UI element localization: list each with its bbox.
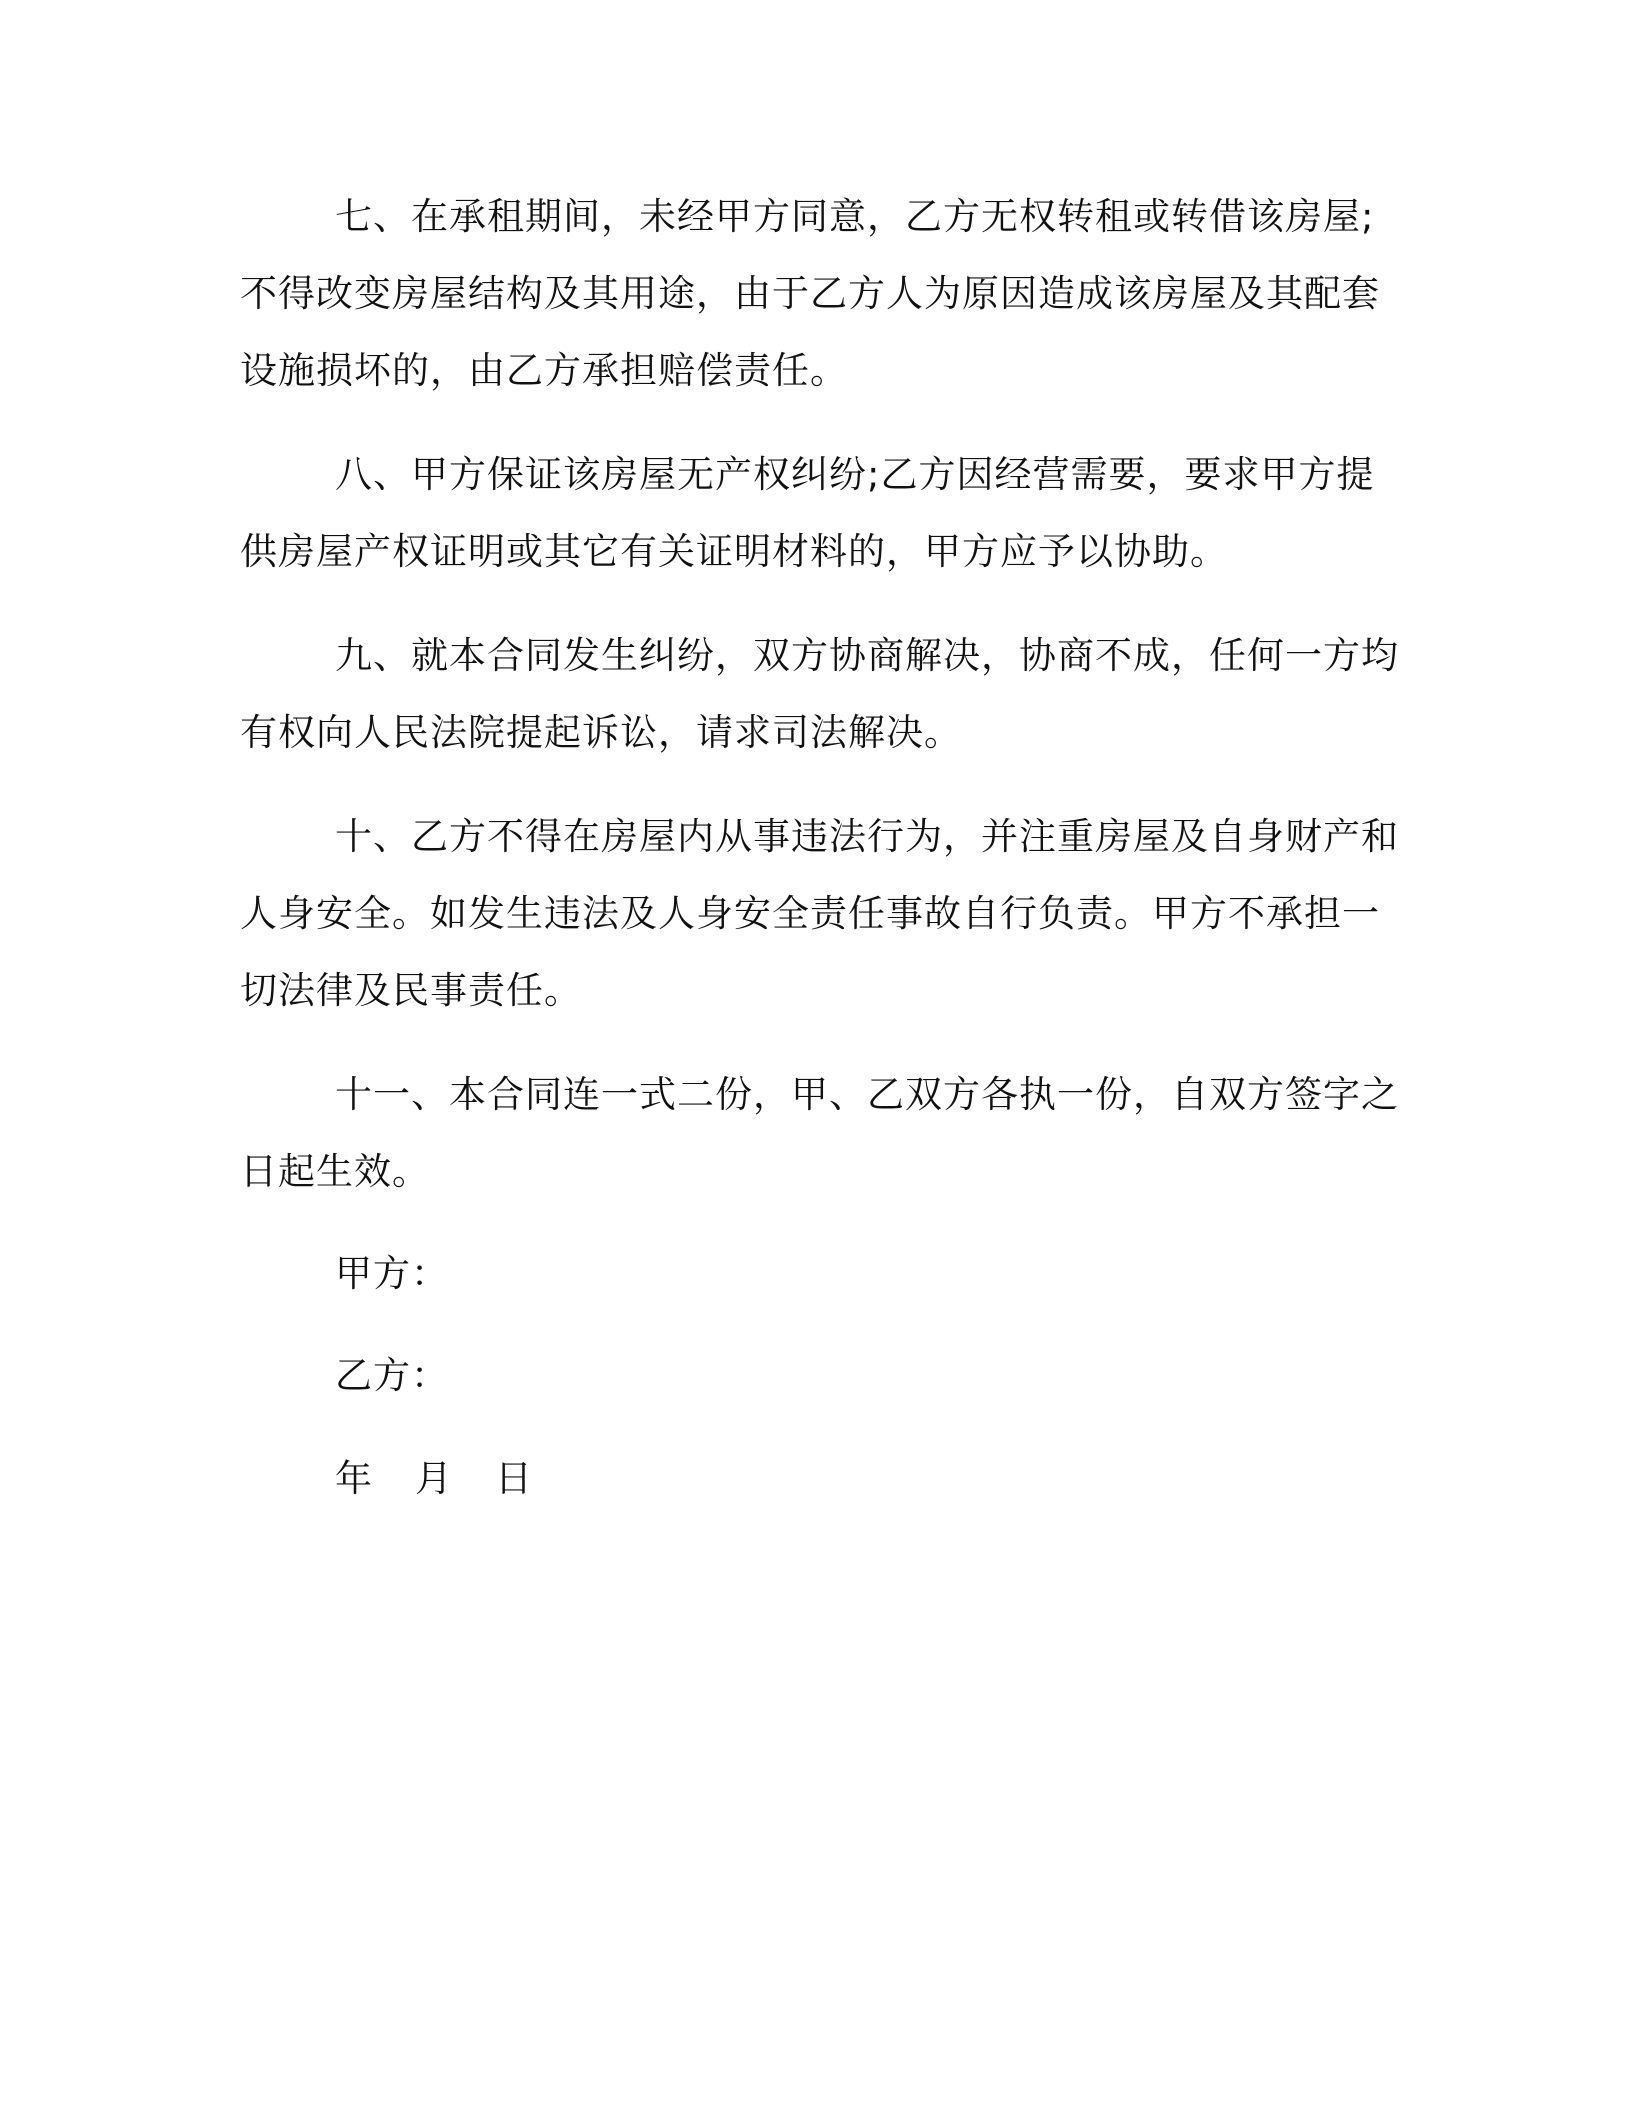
clause-9-line-2: 有权向人民法院提起诉讼，请求司法解决。 — [240, 711, 962, 754]
clause-11-line-1: 十一、本合同连一式二份，甲、乙双方各执一份，自双方签字之 — [335, 1073, 1399, 1116]
date-month-label: 月 — [415, 1457, 453, 1500]
clause-11-line-2: 日起生效。 — [240, 1150, 430, 1193]
clause-7-line-2: 不得改变房屋结构及其用途，由于乙方人为原因造成该房屋及其配套 — [240, 272, 1380, 315]
party-b-signature-label: 乙方： — [335, 1354, 449, 1397]
clause-10-line-2: 人身安全。如发生违法及人身安全责任事故自行负责。甲方不承担一 — [240, 892, 1380, 935]
clause-8-line-2: 供房屋产权证明或其它有关证明材料的，甲方应予以协助。 — [240, 530, 1228, 573]
signature-date — [335, 1457, 533, 1500]
clause-8-line-1: 八、甲方保证该房屋无产权纠纷;乙方因经营需要，要求甲方提 — [335, 453, 1375, 496]
date-day-label: 日 — [495, 1457, 533, 1500]
clause-7-line-1: 七、在承租期间，未经甲方同意，乙方无权转租或转借该房屋; — [335, 195, 1375, 238]
party-a-signature-label: 甲方： — [335, 1252, 449, 1295]
date-year-label: 年 — [335, 1457, 373, 1500]
clause-9-line-1: 九、就本合同发生纠纷，双方协商解决，协商不成，任何一方均 — [335, 634, 1399, 677]
clause-7-line-3: 设施损坏的，由乙方承担赔偿责任。 — [240, 349, 848, 392]
clause-10-line-1: 十、乙方不得在房屋内从事违法行为，并注重房屋及自身财产和 — [335, 815, 1399, 858]
clause-10-line-3: 切法律及民事责任。 — [240, 969, 582, 1012]
